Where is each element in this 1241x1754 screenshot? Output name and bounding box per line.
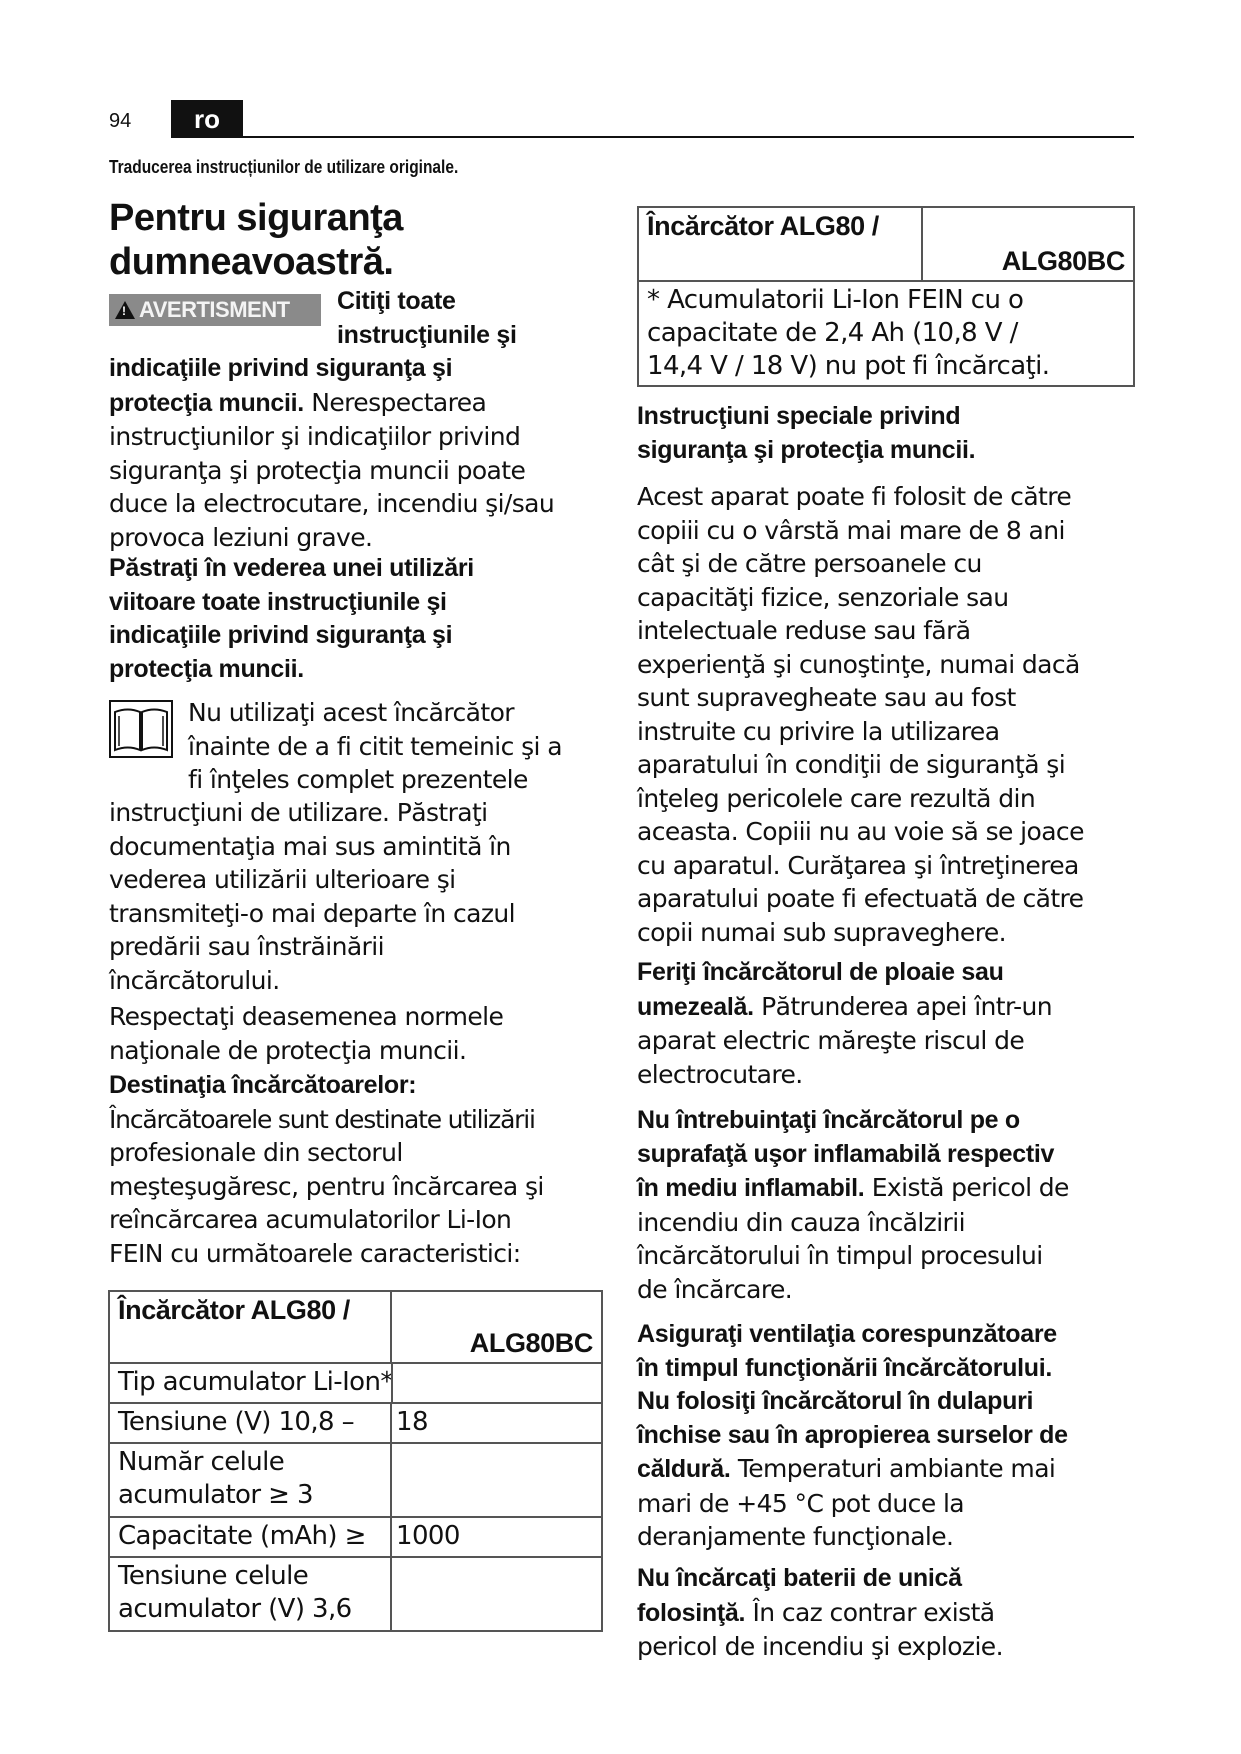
text-line: documentaţia mai sus amintită în <box>109 831 511 861</box>
text-line: instrucţiunile şi <box>337 320 517 349</box>
text-line: intelectuale reduse sau fără <box>637 616 971 645</box>
subheading: Destinaţia încărcătoarelor: <box>109 1071 417 1099</box>
text-line: incendiu din cauza încălzirii <box>637 1207 965 1237</box>
keep-instructions <box>109 552 609 686</box>
page-header <box>109 100 1134 138</box>
read-manual-paragraph <box>109 796 609 997</box>
text-line: deranjamente funcţionale. <box>637 1522 954 1551</box>
text-line: vederea utilizării ulterioare şi <box>109 865 456 894</box>
national-rules <box>109 1000 609 1067</box>
table-row <box>109 1557 602 1631</box>
read-manual-top <box>188 696 608 797</box>
table-header-cell: Încărcător ALG80 / <box>638 207 922 281</box>
table-cell <box>391 1443 602 1517</box>
warning-badge <box>109 294 321 326</box>
ventilation-paragraph <box>637 1318 1137 1554</box>
table-note-cell: * Acumulatorii Li-Ion FEIN cu o capacitate de 2,4 Ah (10,8 V / 14,4 V / 18 V) nu pot fi încărcaţi. <box>638 281 1134 386</box>
table-cell: 18 <box>391 1403 602 1443</box>
text-line: indicaţiile privind siguranţa şi <box>109 354 453 382</box>
table-header-cell: ALG80BC <box>922 207 1134 281</box>
section-title-line: dumneavoastră. <box>109 241 394 283</box>
language-tab: ro <box>171 100 243 136</box>
text-line: încărcătorului în timpul procesului <box>637 1241 1043 1270</box>
table-cell: Tensiune (V) 10,8 – <box>109 1403 391 1443</box>
charger-spec-table <box>108 1290 603 1632</box>
text-line: capacităţi fizice, senzoriale sau <box>637 582 1009 612</box>
text-line: Păstraţi în vederea unei utilizări <box>109 554 474 582</box>
table-row <box>109 1403 602 1443</box>
table-header-row <box>109 1291 602 1363</box>
text-line: folosinţă. În caz contrar există <box>637 1597 995 1627</box>
text-line: indicaţiile privind siguranţa şi <box>109 621 453 649</box>
text-line: Încărcătoarele sunt destinate utilizării <box>109 1104 535 1134</box>
text-line: profesionale din sectorul <box>109 1138 403 1167</box>
text-line: protecţia muncii. <box>109 654 304 683</box>
text-line: electrocutare. <box>637 1059 803 1089</box>
text-line: Nu folosiţi încărcătorul în dulapuri <box>637 1387 1034 1415</box>
text-line: duce la electrocutare, incendiu şi/sau <box>109 489 555 518</box>
text-line: instrucţiunilor şi indicaţiilor privind <box>109 422 521 451</box>
table-cell: Tip acumulator Li-Ion* <box>109 1363 602 1403</box>
text-line: instruite cu privire la utilizarea <box>637 716 1000 746</box>
header-rule <box>171 136 1134 138</box>
text-line: predării sau înstrăinării <box>109 932 384 961</box>
text-line: înainte de a fi citit temeinic şi a <box>188 731 562 761</box>
text-line: experienţă şi cunoştinţe, numai dacă <box>637 649 1080 679</box>
table-cell: Capacitate (mAh) ≥ <box>109 1517 391 1557</box>
children-paragraph <box>637 480 1137 949</box>
table-cell <box>391 1557 602 1631</box>
text-line: aceasta. Copiii nu au voie să se joace <box>637 817 1084 846</box>
section-title-line: Pentru siguranţa <box>109 197 403 239</box>
table-header-cell: Încărcător ALG80 / <box>109 1291 391 1363</box>
text-line: fi înţeles complet prezentele <box>188 765 528 794</box>
table-header-cell: ALG80BC <box>391 1291 602 1363</box>
subheading: siguranţa şi protecţia muncii. <box>637 435 976 464</box>
text-line: Asiguraţi ventilaţia corespunzătoare <box>637 1320 1057 1348</box>
warning-paragraph <box>109 352 609 554</box>
manual-book-icon <box>109 700 173 758</box>
special-instructions-heading <box>637 400 1137 467</box>
text-line: Respectaţi deasemenea normele <box>109 1002 504 1031</box>
text-line: aparatului poate fi efectuată de către <box>637 884 1084 913</box>
text-line: Nu încărcaţi baterii de unică <box>637 1564 962 1592</box>
text-line: naţionale de protecţia muncii. <box>109 1035 467 1065</box>
text-line: sunt supravegheate sau au fost <box>637 683 1016 712</box>
text-line: instrucţiuni de utilizare. Păstraţi <box>109 798 488 827</box>
text-line: căldură. Temperaturi ambiante mai <box>637 1454 1056 1483</box>
charger-note-table <box>637 206 1135 387</box>
text-line: transmiteţi-o mai departe în cazul <box>109 898 515 928</box>
text-line: închise sau în apropierea surselor de <box>637 1420 1068 1449</box>
text-line: provoca leziuni grave. <box>109 522 373 552</box>
text-line: Nu utilizaţi acest încărcător <box>188 698 514 727</box>
text-line: Acest aparat poate fi folosit de către <box>637 482 1072 511</box>
text-line: protecţia muncii. Nerespectarea <box>109 387 487 417</box>
text-line: suprafaţă uşor inflamabilă respectiv <box>637 1139 1055 1168</box>
table-cell: Număr celule acumulator ≥ 3 <box>109 1443 391 1517</box>
text-line: viitoare toate instrucţiunile şi <box>109 587 447 616</box>
text-line: încărcătorului. <box>109 965 280 995</box>
text-line: meşteşugăresc, pentru încărcarea şi <box>109 1171 544 1201</box>
text-line: copiii cu o vârstă mai mare de 8 ani <box>637 515 1065 545</box>
flammable-paragraph <box>637 1104 1137 1306</box>
battery-paragraph <box>637 1562 1137 1664</box>
text-line: copii numai sub supraveghere. <box>637 917 1006 947</box>
table-row <box>638 281 1134 386</box>
text-line: cu aparatul. Curăţarea şi întreţinerea <box>637 850 1079 880</box>
text-line: de încărcare. <box>637 1274 793 1304</box>
text-line: înţeleg pericolele care rezultă din <box>637 783 1036 813</box>
table-cell: Tensiune celule acumulator (V) 3,6 <box>109 1557 391 1631</box>
text-line: aparatului în condiţii de siguranţă şi <box>637 750 1066 779</box>
text-line: mari de +45 °C pot duce la <box>637 1488 965 1518</box>
text-line: FEIN cu următoarele caracteristici: <box>109 1238 521 1268</box>
text-line: Feriţi încărcătorul de ploaie sau <box>637 958 1004 986</box>
text-line: Citiţi toate <box>337 287 456 315</box>
text-line: aparat electric măreşte riscul de <box>637 1026 1025 1055</box>
text-line: în mediu inflamabil. Există pericol de <box>637 1173 1069 1202</box>
intended-use <box>109 1069 609 1270</box>
subheading: Instrucţiuni speciale privind <box>637 402 961 430</box>
text-line: în timpul funcţionării încărcătorului. <box>637 1353 1053 1382</box>
translation-note: Traducerea instrucțiunilor de utilizare originale. <box>109 157 459 177</box>
text-line: Nu întrebuinţaţi încărcătorul pe o <box>637 1106 1020 1134</box>
page-number: 94 <box>109 110 132 132</box>
table-row <box>109 1517 602 1557</box>
warning-heading-top <box>337 285 607 352</box>
text-line: reîncărcarea acumulatorilor Li-Ion <box>109 1205 512 1234</box>
warning-badge-label: AVERTISMENT <box>139 297 290 322</box>
table-header-row <box>638 207 1134 281</box>
rain-paragraph <box>637 956 1137 1091</box>
text-line: umezeală. Pătrunderea apei într-un <box>637 991 1052 1021</box>
text-line: siguranţa şi protecţia muncii poate <box>109 455 526 485</box>
table-row <box>109 1363 602 1403</box>
text-line: cât şi de către persoanele cu <box>637 549 982 578</box>
section-title <box>109 196 403 284</box>
warning-triangle-icon <box>115 301 135 319</box>
table-cell: 1000 <box>391 1517 602 1557</box>
text-line: pericol de incendiu şi explozie. <box>637 1632 1003 1661</box>
table-row <box>109 1443 602 1517</box>
